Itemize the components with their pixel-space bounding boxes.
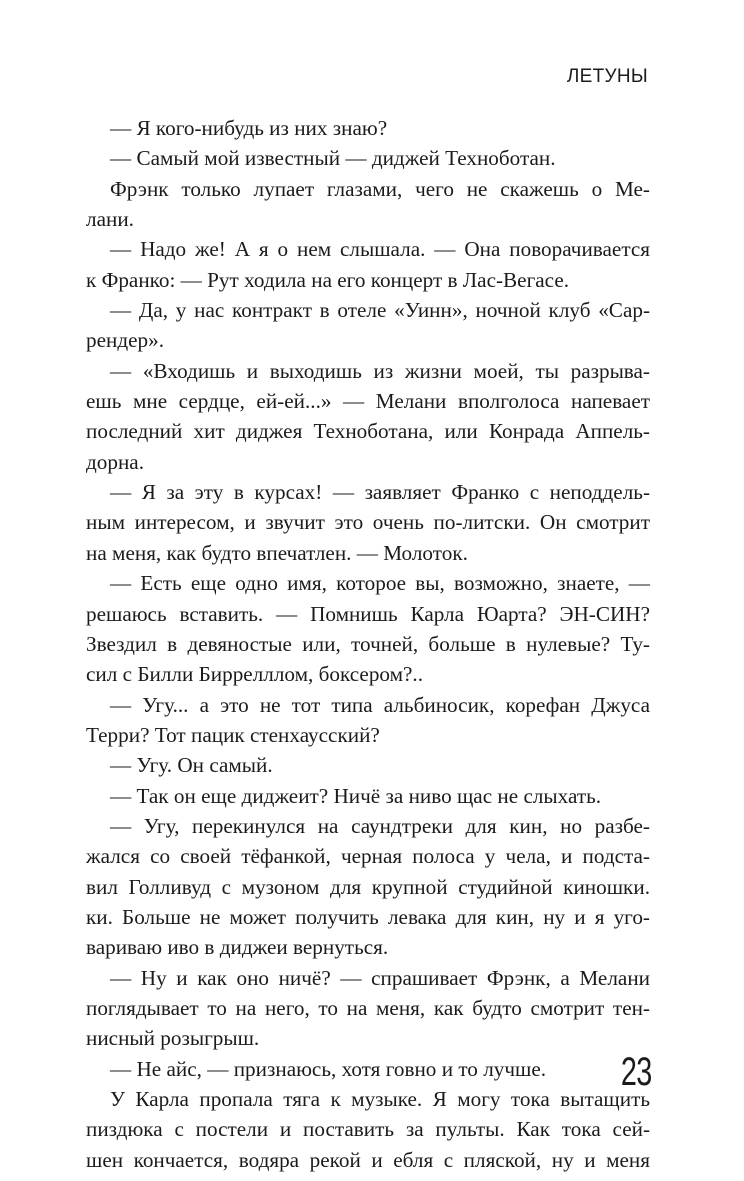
text-line: — Есть еще одно имя, которое вы, возможно, знаете, — (110, 571, 650, 596)
text-line: — Угу... а это не тот типа альбиносик, корефан Джуса (110, 692, 650, 717)
text-line: — Да, у нас контракт в отеле «Уинн», ночной клуб «Сар- (110, 298, 650, 323)
text-line: — Я кого-нибудь из них знаю? (110, 116, 388, 140)
text-line: вариваю иво в диджеи вернуться. (86, 935, 389, 960)
text-line: — Угу. Он самый. (110, 753, 273, 778)
text-line: на меня, как будто впечатлен. — Молоток. (86, 540, 468, 565)
text-line: Терри? Тот пацик стенхаусский? (86, 722, 380, 747)
page-number: 23 (620, 1050, 651, 1094)
text-line: вил Голливуд с музоном для крупной студийной киношки. (86, 874, 650, 899)
text-line: У Карла пропала тяга к музыке. Я могу тока вытащить (110, 1087, 650, 1111)
running-title: ЛЕТУНЫ (566, 66, 648, 87)
text-line: — Ну и как оно ничё? — спрашивает Фрэнк, а Мелани (110, 965, 650, 990)
text-line: решаюсь вставить. — Помнишь Карла Юарта? ЭН-СИН? (86, 601, 650, 626)
text-line: нисный розыгрыш. (86, 1026, 260, 1051)
text-line: — Так он еще диджеит? Ничё за ниво щас не слыхать. (110, 783, 602, 808)
text-line: — Угу, перекинулся на саундтреки для кин, но разбе- (110, 813, 650, 838)
body-text (86, 113, 650, 1175)
text-line: — Самый мой известный — диджей Техноботан. (110, 146, 556, 171)
text-line: Фрэнк только лупает глазами, чего не скажешь о Ме- (110, 176, 650, 201)
text-line: ным интересом, и звучит это очень по-литски. Он смотрит (86, 510, 650, 535)
text-line: жался со своей тёфанкой, черная полоса у чела, и подста- (86, 844, 650, 869)
text-line: — Я за эту в курсах! — заявляет Франко с неподдель- (110, 480, 650, 505)
text-line: ки. Больше не может получить левака для кин, ну и я уго- (86, 904, 650, 929)
text-line: — Не айс, — признаюсь, хотя говно и то лучше. (110, 1056, 547, 1081)
text-line: дорна. (86, 449, 145, 474)
text-line: лани. (86, 207, 134, 232)
text-line: поглядывает то на него, то на меня, как будто смотрит тен- (86, 995, 650, 1020)
text-line: последний хит диджея Техноботана, или Конрада Аппель- (86, 419, 650, 444)
text-line: пиздюка с постели и поставить за пульты. Как тока сей- (86, 1117, 650, 1142)
text-line: сил с Билли Биррелллом, боксером?.. (86, 662, 424, 687)
text-line: ешь мне сердце, ей-ей...» — Мелани вполголоса напевает (86, 389, 650, 414)
text-line: шен кончается, водяра рекой и ебля с пляской, ну и меня (86, 1147, 650, 1172)
text-line: — Надо же! А я о нем слышала. — Она поворачивается (110, 237, 650, 262)
text-line: к Франко: — Рут ходила на его концерт в Лас-Вегасе. (86, 267, 570, 292)
text-line: Звездил в девяностые или, точней, больше в нулевые? Ту- (86, 631, 650, 656)
text-line: — «Входишь и выходишь из жизни моей, ты разрыва- (110, 358, 650, 383)
text-line: рендер». (86, 328, 165, 353)
